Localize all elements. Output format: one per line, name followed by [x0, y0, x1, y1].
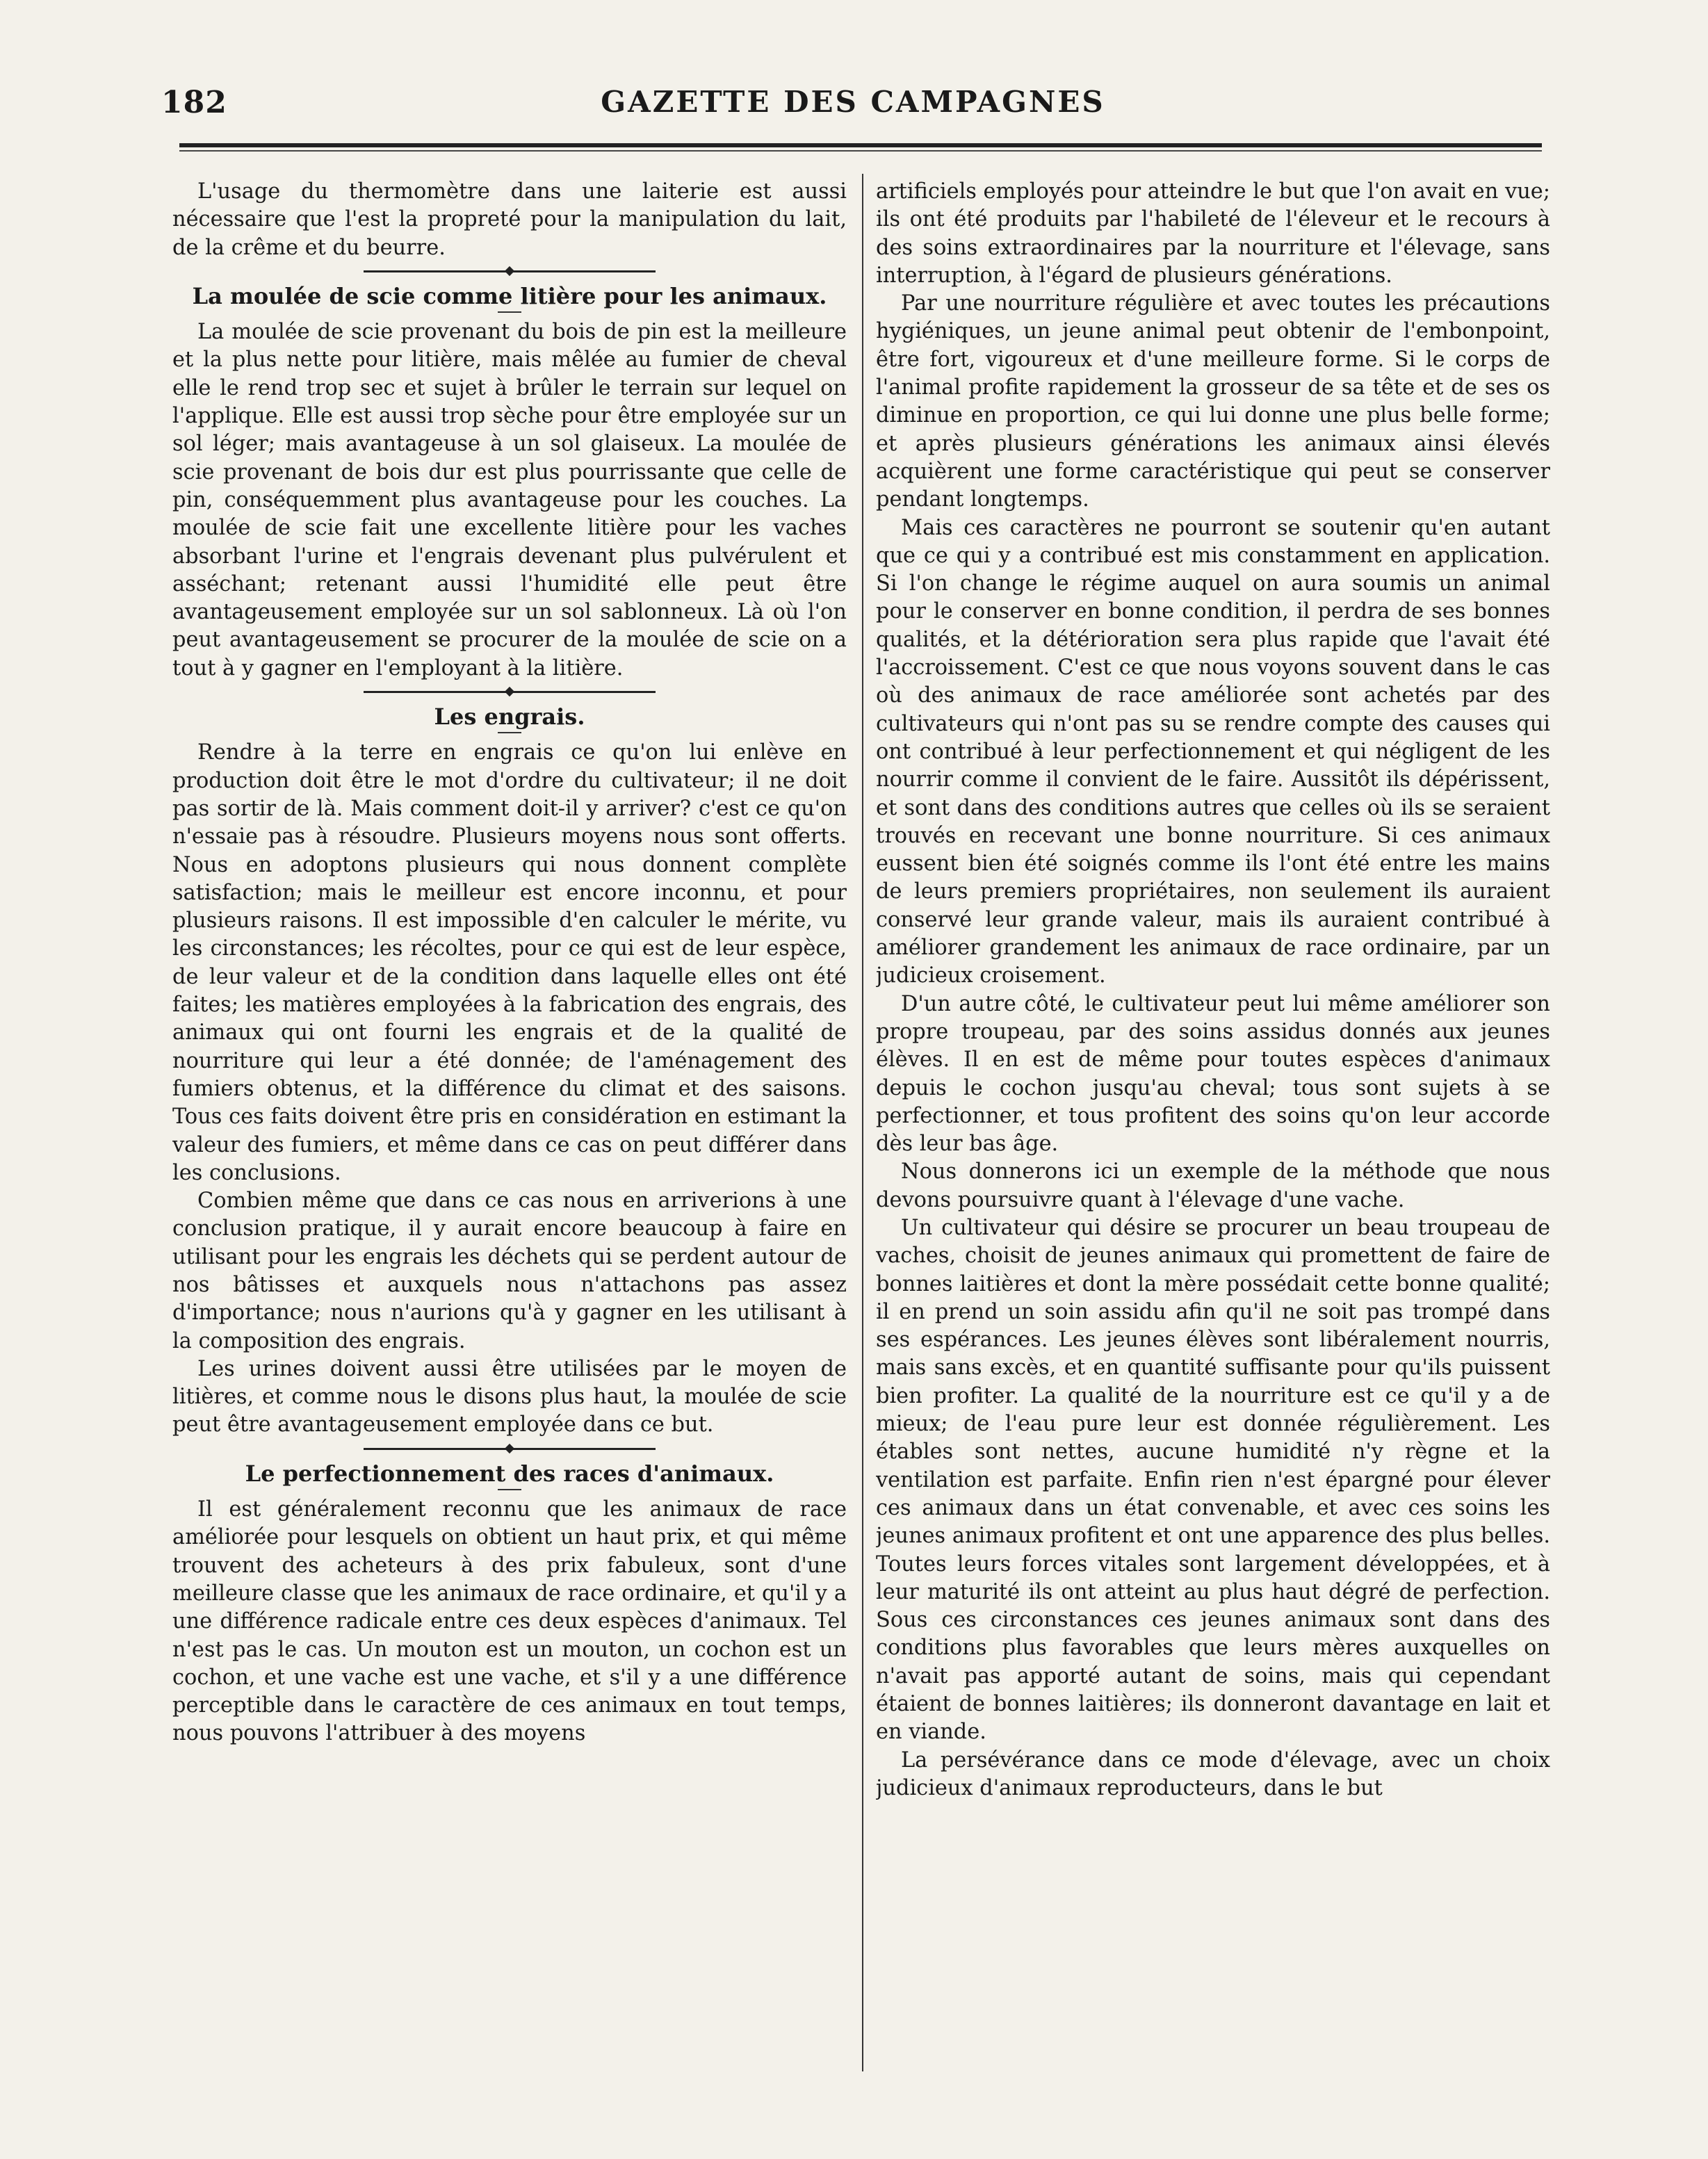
paragraph: Mais ces caractères ne pourront se soutenir qu'en autant que ce qui y a contribué est mis constamment en application. Si l'on change le régime auquel on aura soumis un animal pour le conserver en bonne condition, il perdra de ses bonnes qualités, et la détérioration sera plus rapide que l'avait été l'accroissement. C'est ce que nous voyons souvent dans le cas où des animaux de race améliorée sont achetés par des cultivateurs qui n'ont pas su se rendre compte des causes qui ont contribué à leur perfectionnement et qui négligent de les nourrir comme il convient de le faire. Aussitôt ils dépérissent, et sont dans des conditions autres que celles où ils se seraient trouvés en recevant une bonne nourriture. Si ces animaux eussent bien été soignés comme ils l'ont été entre les mains de leurs premiers propriétaires, non seulement ils auraient conservé leur grande valeur, mais ils auraient contribué à améliorer grandement les animaux de race ordinaire, par un judicieux croisement. — [876, 515, 1550, 988]
paragraph: D'un autre côté, le cultivateur peut lui même améliorer son propre troupeau, par des soins assidus donnés aux jeunes élèves. Il en est de même pour toutes espèces d'animaux depuis le cochon jusqu'au cheval; tous sont sujets à se perfectionner, et tous profitent des soins qu'on leur accorde dès leur bas âge. — [876, 991, 1550, 1157]
section-title-engrais: Les engrais. — [434, 703, 585, 731]
paragraph: artificiels employés pour atteindre le but que l'on avait en vue; ils ont été produits par l'habileté de l'éleveur et le recours à des soins extraordinaires par la nourriture et l'élevage, sans interruption, à l'égard de plusieurs générations. — [876, 179, 1550, 288]
paragraph: Il est généralement reconnu que les animaux de race améliorée pour lesquels on obtient un haut prix, et qui même trouvent des acheteurs à des prix fabuleux, sont d'une meilleure classe que les animaux de race ordinaire, et qu'il y a une différence radicale entre ces deux espèces d'animaux. Tel n'est pas le cas. Un mouton est un mouton, un cochon est un cochon, et une vache est une vache, et s'il y a une différence perceptible dans le caractère de ces animaux en tout temps, nous pouvons l'attribuer à des moyens — [172, 1497, 847, 1746]
paragraph: La persévérance dans ce mode d'élevage, avec un choix judicieux d'animaux reproducteurs, dans le but — [876, 1747, 1550, 1800]
paragraph: Nous donnerons ici un exemple de la méthode que nous devons poursuivre quant à l'élevage d'une vache. — [876, 1159, 1550, 1212]
section-divider — [364, 270, 656, 272]
journal-title: GAZETTE DES CAMPAGNES — [601, 85, 1105, 119]
section-title-perfectionnement: Le perfectionnement des races d'animaux. — [245, 1460, 774, 1487]
section-title-sawdust: La moulée de scie comme litière pour les animaux. — [192, 282, 827, 309]
intro-paragraph: L'usage du thermomètre dans une laiterie est aussi nécessaire que l'est la propreté pour la manipulation du lait, de la crême et du beurre. — [172, 179, 847, 260]
title-dash — [498, 1489, 521, 1490]
paragraph: Combien même que dans ce cas nous en arriverions à une conclusion pratique, il y aurait encore beaucoup à faire en utilisant pour les engrais les déchets qui se perdent autour de nos bâtisses et auxquels nous n'attachons pas assez d'importance; nous n'aurions qu'à y gagner en les utilisant à la composition des engrais. — [172, 1189, 847, 1353]
page-header — [161, 85, 1545, 133]
section-divider — [364, 1448, 656, 1450]
title-dash — [498, 732, 521, 733]
header-rule — [179, 143, 1542, 152]
paragraph: Par une nourriture régulière et avec toutes les précautions hygiéniques, un jeune animal peut obtenir de l'embonpoint, être fort, vigoureux et d'une meilleure forme. Si le corps de l'animal profite rapidement la grosseur de sa tête et de ses os diminue en proportion, ce qui lui donne une plus belle forme; et après plusieurs générations les animaux ainsi élevés acquièrent une forme caractéristique qui peut se conserver pendant longtemps. — [876, 291, 1550, 512]
paragraph: Les urines doivent aussi être utilisées par le moyen de litières, et comme nous le disons plus haut, la moulée de scie peut être avantageusement employée dans ce but. — [172, 1356, 847, 1437]
title-dash — [498, 311, 521, 313]
left-column — [172, 178, 847, 2096]
page-number: 182 — [161, 85, 227, 120]
right-column — [876, 178, 1550, 2096]
paragraph: La moulée de scie provenant du bois de pin est la meilleure et la plus nette pour litière, mais mêlée au fumier de cheval elle le rend trop sec et sujet à brûler le terrain sur lequel on l'applique. Elle est aussi trop sèche pour être employée sur un sol léger; mais avantageuse à un sol glaiseux. La moulée de scie provenant de bois dur est plus pourrissante que celle de pin, conséquemment plus avantageuse pour les couches. La moulée de scie fait une excellente litière pour les vaches absorbant l'urine et l'engrais devenant plus pulvérulent et asséchant; retenant aussi l'humidité elle peut être avantageusement employée sur un sol sablonneux. Là où l'on peut avantageusement se procurer de la moulée de scie on a tout à y gagner en l'employant à la litière. — [172, 320, 847, 681]
column-divider — [862, 174, 863, 2071]
paragraph: Rendre à la terre en engrais ce qu'on lui enlève en production doit être le mot d'ordre du cultivateur; il ne doit pas sortir de là. Mais comment doit-il y arriver? c'est ce qu'on n'essaie pas à résoudre. Plusieurs moyens nous sont offerts. Nous en adoptons plusieurs qui nous donnent complète satisfaction; mais le meilleur est encore inconnu, et pour plusieurs raisons. Il est impossible d'en calculer le mérite, vu les circonstances; les récoltes, pour ce qui est de leur espèce, de leur valeur et de la condition dans laquelle elles ont été faites; les matières employées à la fabrication des engrais, des animaux qui ont fourni les engrais et de la qualité de nourriture qui leur a été donnée; de l'aménagement des fumiers obtenus, et la différence du climat et des saisons. Tous ces faits doivent être pris en considération en estimant la valeur des fumiers, et même dans ce cas on peut différer dans les conclusions. — [172, 740, 847, 1185]
paragraph: Un cultivateur qui désire se procurer un beau troupeau de vaches, choisit de jeunes animaux qui promettent de faire de bonnes laitières et dont la mère possédait cette bonne qualité; il en prend un soin assidu afin qu'il ne soit pas trompé dans ses espérances. Les jeunes élèves sont libéralement nourris, mais sans excès, et en quantité suffisante pour qu'ils puissent bien profiter. La qualité de la nourriture est ce qu'il y a de mieux; de l'eau pure leur est donnée régulièrement. Les étables sont nettes, aucune humidité n'y règne et la ventilation est parfaite. Enfin rien n'est épargné pour élever ces animaux dans un état convenable, et avec ces soins les jeunes animaux profitent et ont une apparence des plus belles. Toutes leurs forces vitales sont largement développées, et à leur maturité ils ont atteint au plus haut dégré de perfection. Sous ces circonstances ces jeunes animaux sont dans des conditions plus favorables que leurs mères auxquelles on n'avait pas apporté autant de soins, mais qui cependant étaient de bonnes laitières; ils donneront davantage en lait et en viande. — [876, 1215, 1550, 1745]
section-divider — [364, 691, 656, 693]
